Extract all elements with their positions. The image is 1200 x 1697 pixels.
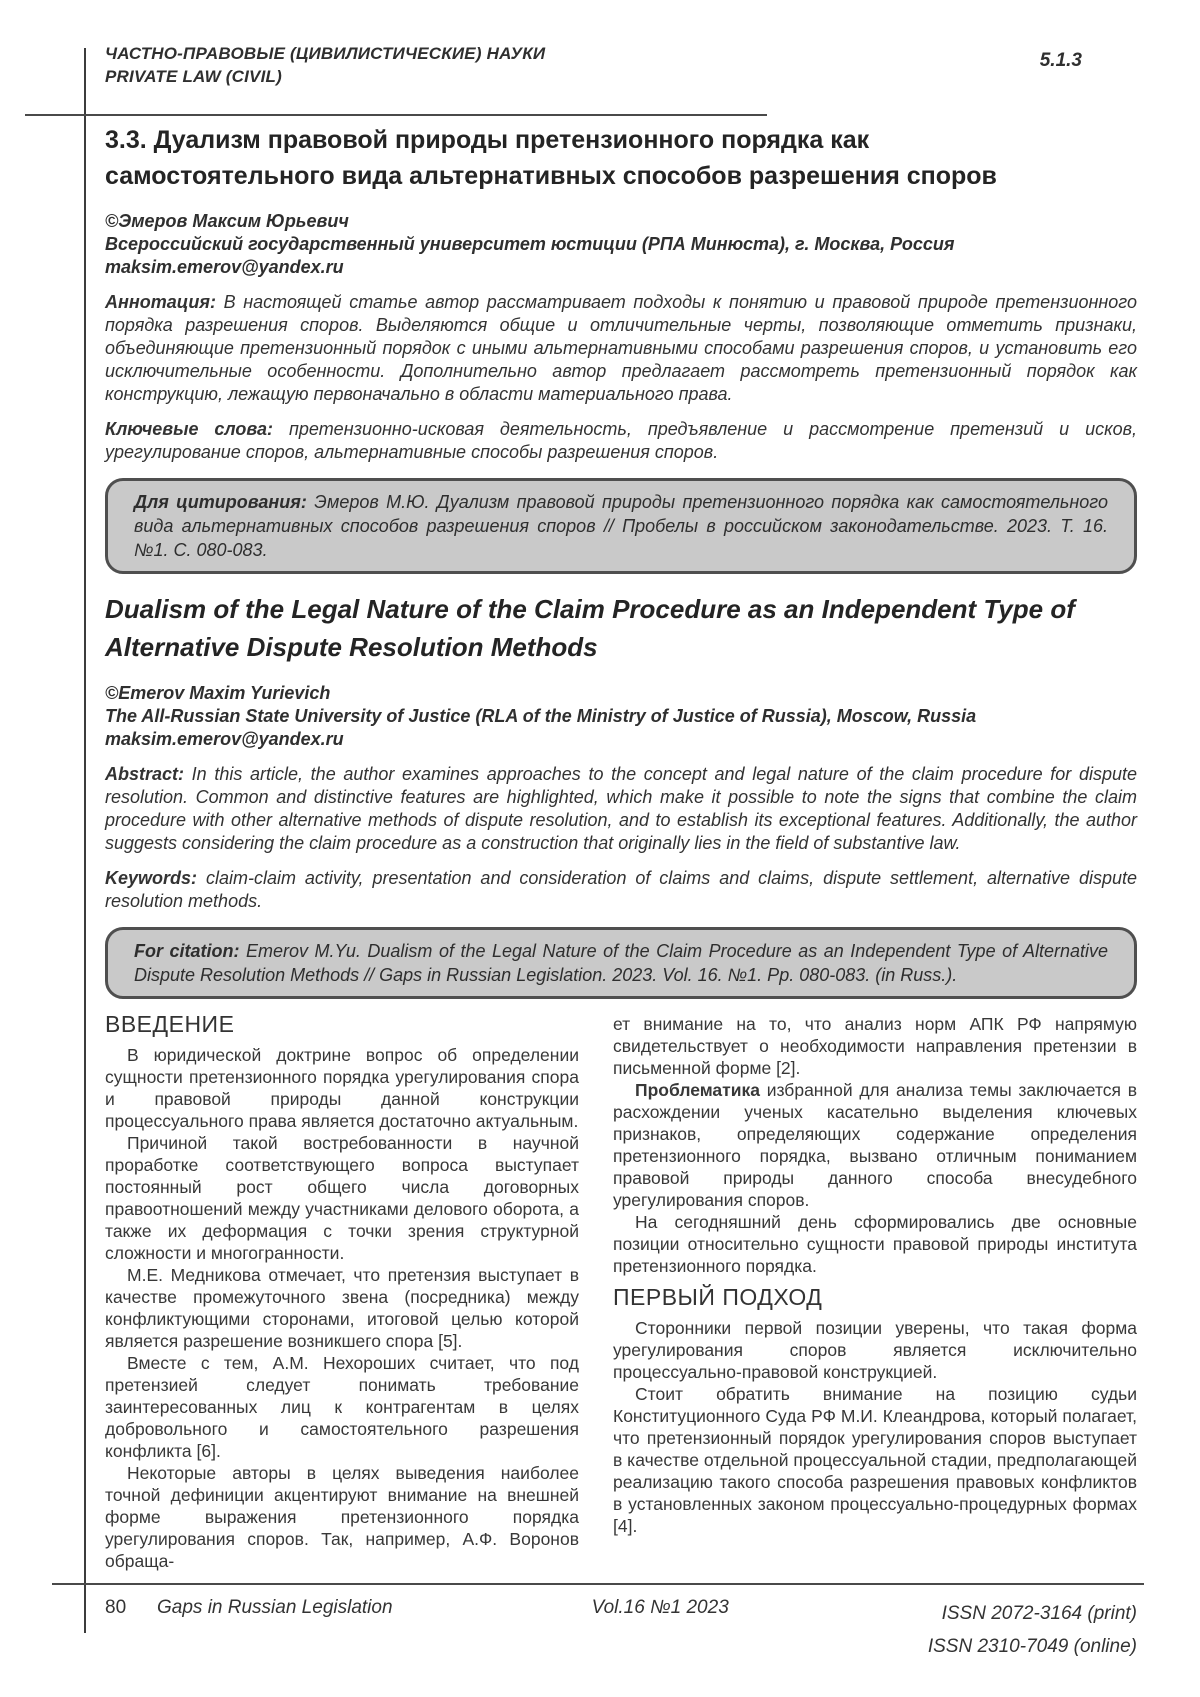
body-paragraph: Некоторые авторы в целях выведения наиболее точной дефиниции акцентируют внимание на внешней форме выражения претензионного порядка урегулирования споров. Так, например, А.Ф. Воронов обраща- (105, 1463, 579, 1571)
body-paragraph: Стоит обратить внимание на позицию судьи Конституционного Суда РФ М.И. Клеандрова, который полагает, что претензионный порядок урегулирования споров выступает в качестве отдельной процессуальной стадии, предполагающей реализацию такого способа разрешения правовых конфликтов в установленных законом процессуально-процедурных формах [4]. (613, 1384, 1137, 1536)
body-paragraph: М.Е. Медникова отмечает, что претензия выступает в качестве промежуточного звена (посредника) между конфликтующими сторонами, итоговой целью которой является разрешение возникшего спора [5]. (105, 1265, 579, 1351)
citation-label-ru: Для цитирования: (134, 492, 307, 512)
body-paragraph: Сторонники первой позиции уверены, что такая форма урегулирования споров является исключительно процессуально-правовой конструкцией. (613, 1318, 1137, 1382)
issn-block (928, 1597, 1137, 1663)
abstract-text-ru: В настоящей статье автор рассматривает подходы к понятию и правовой природе претензионного порядка разрешения споров. Выделяются общие и отличительные черты, позволяющие отметить признаки, объединяющие претензионный порядок с иными альтернативными способами разрешения споров, и установить его исключительные особенности. Дополнительно автор предлагает рассмотреть претензионный порядок как конструкцию, лежащую первоначально в области материального права. (105, 292, 1137, 404)
body-paragraph: Вместе с тем, А.М. Нехороших считает, что под претензией следует понимать требование заинтересованных лиц к контрагентам в целях добровольного и самостоятельного разрешения конфликта [6]. (105, 1353, 579, 1461)
page-number: 80 (105, 1597, 127, 1618)
body-paragraph: ет внимание на то, что анализ норм АПК РФ напрямую свидетельствует о необходимости направления претензии в письменной форме [2]. (613, 1014, 1137, 1078)
abstract-ru (105, 291, 1137, 406)
abstract-en (105, 763, 1137, 855)
body-paragraph-problematics (613, 1079, 1137, 1211)
affiliation-en: The All-Russian State University of Justice (RLA of the Ministry of Justice of Russia), Moscow, Russia (105, 706, 977, 726)
affiliation-ru: Всероссийский государственный университет юстиции (РПА Минюста), г. Москва, Россия (105, 234, 955, 254)
body-paragraph: В юридической доктрине вопрос об определении сущности претензионного порядка урегулирования спора и правовой природы данной конструкции процессуального права является достаточно актуальным. (105, 1045, 579, 1131)
body-paragraph: Причиной такой востребованности в научной проработке соответствующего вопроса выступает постоянный рост общего числа договорных правоотношений между участниками делового оборота, а также их деформация с точки зрения структурной сложности и многогранности. (105, 1133, 579, 1263)
keywords-label-en: Keywords: (105, 868, 198, 888)
citation-label-en: For citation: (134, 941, 240, 961)
abstract-label-ru: Аннотация: (105, 292, 216, 312)
section-category-en: PRIVATE LAW (CIVIL) (105, 67, 282, 86)
citation-box-en (105, 927, 1137, 999)
citation-ru (134, 490, 1108, 562)
problematics-lead: Проблематика (635, 1080, 760, 1100)
left-column (105, 1013, 579, 1572)
article-body-columns (105, 1013, 1137, 1572)
citation-text-ru: Эмеров М.Ю. Дуализм правовой природы претензионного порядка как самостоятельного вида альтернативных способов разрешения споров // Пробелы в российском законодательстве. 2023. Т. 16. №1. С. 080-083. (134, 492, 1108, 560)
author-block-ru (105, 210, 1137, 279)
running-footer (105, 1597, 1137, 1663)
keywords-label-ru: Ключевые слова: (105, 419, 274, 439)
issn-print: ISSN 2072-3164 (print) (941, 1603, 1137, 1624)
running-header (105, 42, 1137, 88)
body-paragraph: На сегодняшний день сформировались две основные позиции относительно сущности правовой природы института претензионного порядка. (613, 1212, 1137, 1276)
keywords-text-ru: претензионно-исковая деятельность, предъявление и рассмотрение претензий и исков, урегулирование споров, альтернативные способы разрешения споров. (105, 419, 1137, 462)
article-title-ru: 3.3. Дуализм правовой природы претензионного порядка как самостоятельного вида альтернативных способов разрешения споров (105, 126, 997, 190)
abstract-text-en: In this article, the author examines approaches to the concept and legal nature of the claim procedure for dispute resolution. Common and distinctive features are highlighted, which make it possible to note the signs that combine the claim procedure with other alternative methods of dispute resolution, and to establish its exceptional features. Additionally, the author suggests considering the claim procedure as a construction that originally lies in the field of substantive law. (105, 764, 1137, 853)
author-block-en (105, 682, 1137, 751)
citation-text-en: Emerov M.Yu. Dualism of the Legal Nature of the Claim Procedure as an Independent Type of Alternative Dispute Resolution Methods // Gaps in Russian Legislation. 2023. Vol. 16. №1. Pp. 080-083. (in Russ.). (134, 941, 1108, 985)
citation-en (134, 939, 1108, 987)
journal-name: Gaps in Russian Legislation (157, 1597, 393, 1618)
keywords-text-en: claim-claim activity, presentation and consideration of claims and claims, dispute settlement, alternative dispute resolution methods. (105, 868, 1137, 911)
page-content (105, 42, 1137, 1572)
problematics-rest: избранной для анализа темы заключается в расхождении ученых касательно выделения ключевых признаков, определяющих содержание определения претензионного порядка, вызвано отличным пониманием правовой природы данного способа внесудебного урегулирования споров. (613, 1080, 1137, 1210)
author-email-ru: maksim.emerov@yandex.ru (105, 257, 344, 277)
author-name-en: ©Emerov Maxim Yurievich (105, 683, 331, 703)
section-category-ru: ЧАСТНО-ПРАВОВЫЕ (ЦИВИЛИСТИЧЕСКИЕ) НАУКИ (105, 44, 546, 63)
keywords-ru (105, 418, 1137, 464)
issue-info: Vol.16 №1 2023 (591, 1597, 729, 1618)
left-margin-rule (84, 48, 86, 1633)
section-category (105, 42, 545, 88)
section-heading-introduction: ВВЕДЕНИЕ (105, 1011, 235, 1037)
article-title-en: Dualism of the Legal Nature of the Claim Procedure as an Independent Type of Alternative Dispute Resolution Methods (105, 594, 1075, 662)
abstract-label-en: Abstract: (105, 764, 185, 784)
keywords-en (105, 867, 1137, 913)
footer-divider-rule (52, 1583, 1144, 1585)
right-column (613, 1013, 1137, 1572)
specialty-code: 5.1.3 (1039, 50, 1082, 71)
issn-online: ISSN 2310-7049 (online) (927, 1636, 1137, 1657)
section-heading-first-approach: ПЕРВЫЙ ПОДХОД (613, 1284, 823, 1310)
citation-box-ru (105, 478, 1137, 574)
author-name-ru: ©Эмеров Максим Юрьевич (105, 211, 349, 231)
author-email-en: maksim.emerov@yandex.ru (105, 729, 344, 749)
